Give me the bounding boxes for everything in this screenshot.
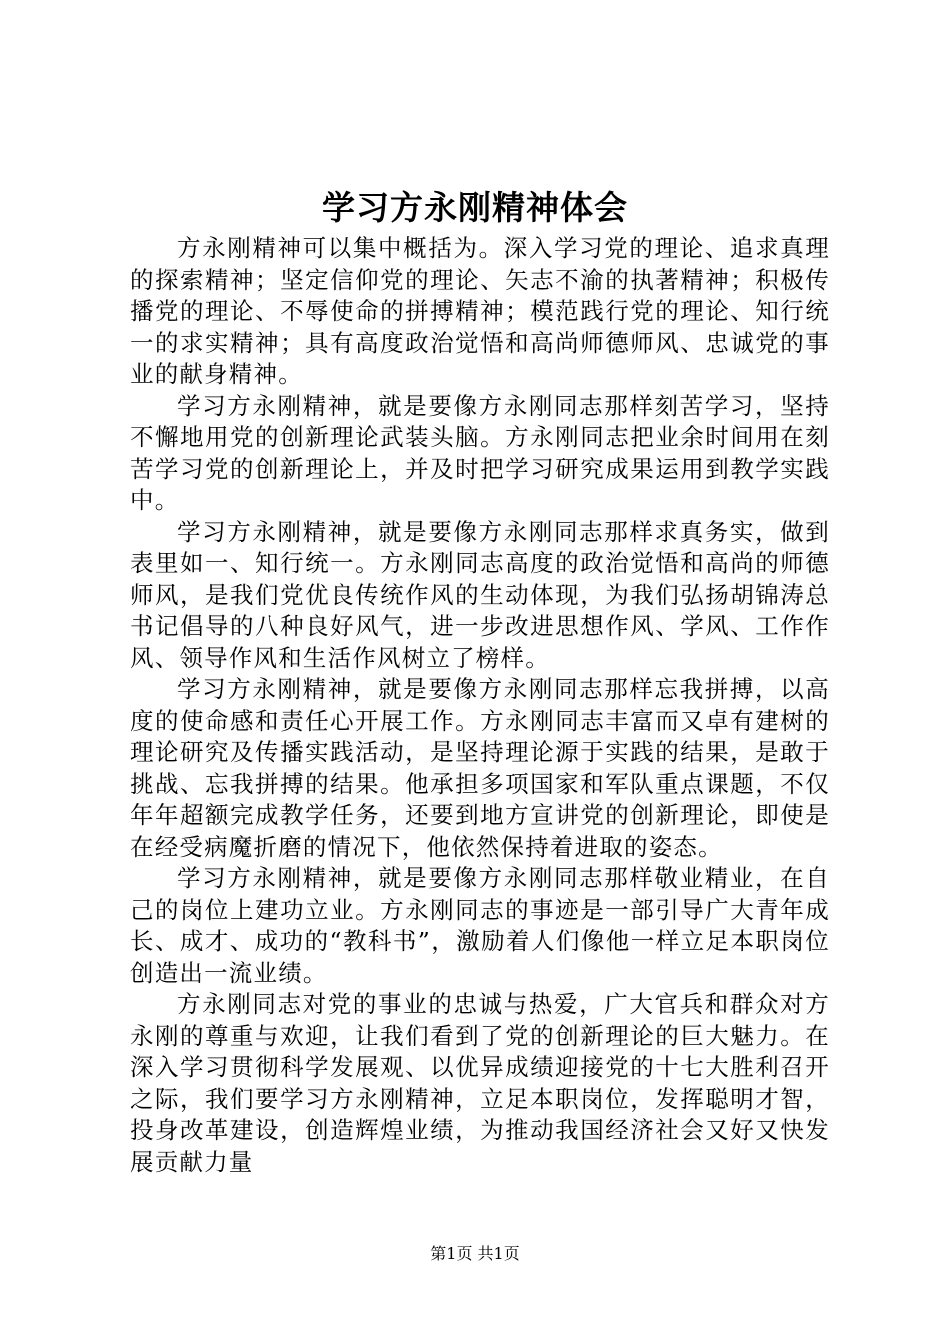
paragraph-2: 学习方永刚精神，就是要像方永刚同志那样刻苦学习，坚持不懈地用党的创新理论武装头脑。方永刚同志把业余时间用在刻苦学习党的创新理论上，并及时把学习研究成果运用到教学实践中。 bbox=[130, 391, 830, 514]
paragraph-4: 学习方永刚精神，就是要像方永刚同志那样忘我拼搏，以高度的使命感和责任心开展工作。方永刚同志丰富而又卓有建树的理论研究及传播实践活动，是坚持理论源于实践的结果，是敢于挑战、忘我拼搏的结果。他承担多项国家和军队重点课题，不仅年年超额完成教学任务，还要到地方宣讲党的创新理论，即使是在经受病魔折磨的情况下，他依然保持着进取的姿态。 bbox=[130, 675, 830, 861]
document-body bbox=[130, 233, 830, 1178]
paragraph-6: 方永刚同志对党的事业的忠诚与热爱，广大官兵和群众对方永刚的尊重与欢迎，让我们看到了党的创新理论的巨大魅力。在深入学习贯彻科学发展观、以优异成绩迎接党的十七大胜利召开之际，我们要学习方永刚精神，立足本职岗位，发挥聪明才智，投身改革建设，创造辉煌业绩，为推动我国经济社会又好又快发展贡献力量 bbox=[130, 990, 830, 1176]
paragraph-1: 方永刚精神可以集中概括为。深入学习党的理论、追求真理的探索精神；坚定信仰党的理论、矢志不渝的执著精神；积极传播党的理论、不辱使命的拼搏精神；模范践行党的理论、知行统一的求实精神；具有高度政治觉悟和高尚师德师风、忠诚党的事业的献身精神。 bbox=[130, 234, 830, 388]
page-number-footer: 第1页 共1页 bbox=[430, 1244, 520, 1263]
document-title: 学习方永刚精神体会 bbox=[322, 188, 628, 227]
paragraph-3: 学习方永刚精神，就是要像方永刚同志那样求真务实，做到表里如一、知行统一。方永刚同志高度的政治觉悟和高尚的师德师风，是我们党优良传统作风的生动体现，为我们弘扬胡锦涛总书记倡导的八种良好风气，进一步改进思想作风、学风、工作作风、领导作风和生活作风树立了榜样。 bbox=[130, 517, 830, 672]
paragraph-5: 学习方永刚精神，就是要像方永刚同志那样敬业精业，在自己的岗位上建功立业。方永刚同志的事迹是一部引导广大青年成长、成才、成功的“教科书”，激励着人们像他一样立足本职岗位创造出一流业绩。 bbox=[130, 864, 830, 987]
